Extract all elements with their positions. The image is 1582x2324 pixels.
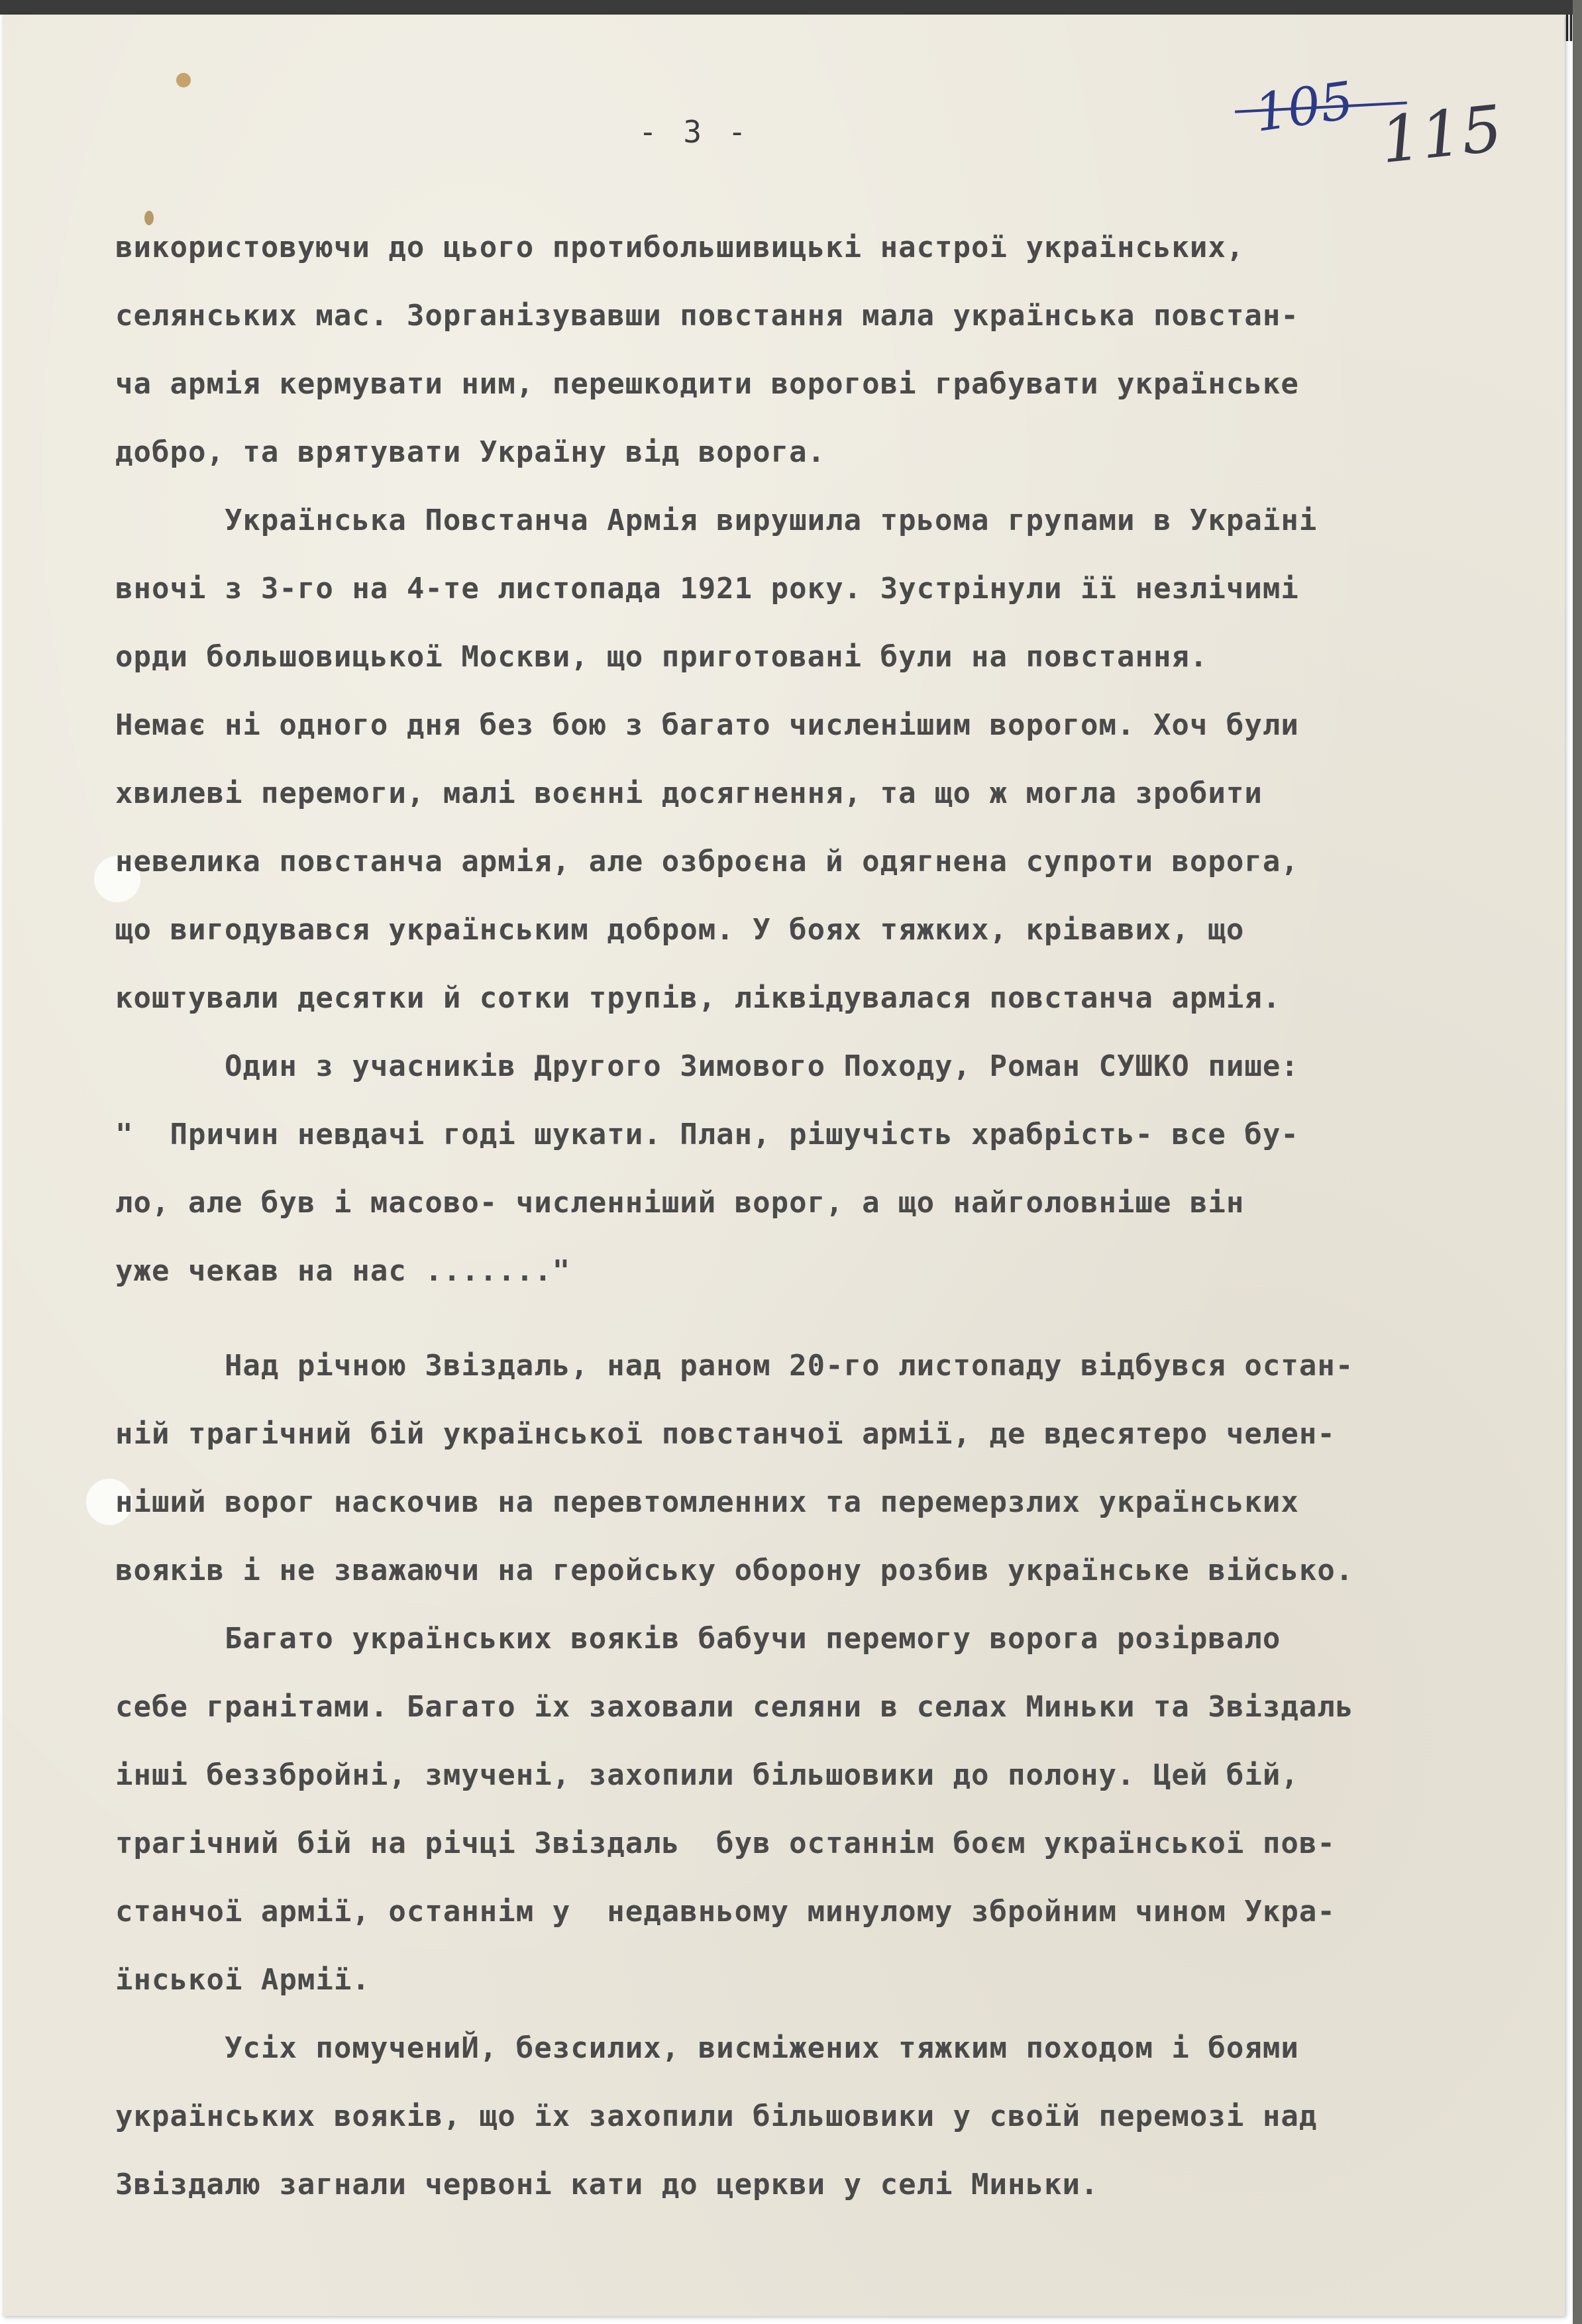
text-line: ній трагічний бій української повстанчої армії, де вдесятеро челен- bbox=[115, 1417, 1336, 1451]
text-line: що вигодувався українським добром. У боях тяжких, крівавих, що bbox=[115, 913, 1245, 947]
text-line: селянських мас. Зорганізувавши повстання мала українська повстан- bbox=[115, 299, 1299, 333]
text-line: невелика повстанча армія, але озброєна й одягнена супроти ворога, bbox=[115, 845, 1299, 878]
text-line: " Причин невдачі годі шукати. План, рішучість храбрість- все бу- bbox=[115, 1118, 1299, 1151]
text-line: інші беззбройні, змучені, захопили більшовики до полону. Цей бій, bbox=[115, 1758, 1299, 1792]
text-line: ніший ворог наскочив на перевтомленних та перемерзлих українських bbox=[115, 1485, 1299, 1519]
typewritten-body bbox=[115, 213, 1559, 2219]
scanner-top-bar bbox=[0, 0, 1582, 15]
text-line: Багато українських вояків бабучи перемогу ворога розірвало bbox=[115, 1622, 1281, 1656]
text-line: українських вояків, що їх захопили більшовики у своїй перемозі над bbox=[115, 2099, 1318, 2133]
document-sheet bbox=[3, 15, 1565, 2316]
text-line: Немає ні одного дня без бою з багато численішим ворогом. Хоч були bbox=[115, 708, 1299, 742]
paper-stain bbox=[176, 73, 191, 87]
text-line: вояків і не зважаючи на геройську оборону розбив українське військо. bbox=[115, 1554, 1354, 1587]
text-line: станчої армії, останнім у недавньому минулому збройним чином Укра- bbox=[115, 1895, 1336, 1928]
archive-number-current: 115 bbox=[1377, 91, 1506, 178]
text-line: себе гранітами. Багато їх заховали селяни в селах Миньки та Звіздаль bbox=[115, 1690, 1354, 1724]
text-line: Над річною Звіздаль, над раном 20-го листопаду відбувся остан- bbox=[115, 1349, 1354, 1383]
text-line: Один з учасників Другого Зимового Походу, Роман СУШКО пише: bbox=[115, 1049, 1299, 1083]
text-line: Звіздалю загнали червоні кати до церкви у селі Миньки. bbox=[115, 2168, 1099, 2201]
text-line: Усіх помучениЙ, безсилих, висміжених тяжким походом і боями bbox=[115, 2031, 1299, 2065]
text-line: ча армія кермувати ним, перешкодити ворогові грабувати українське bbox=[115, 367, 1299, 401]
archive-number-old: 105 bbox=[1251, 71, 1357, 144]
text-line: уже чекав на нас ......." bbox=[115, 1254, 571, 1288]
text-line: Українська Повстанча Армія вирушила трьома групами в Україні bbox=[115, 503, 1318, 537]
text-line: ло, але був і масово- численніший ворог, а що найголовніше він bbox=[115, 1186, 1245, 1220]
text-line: добро, та врятувати Україну від ворога. bbox=[115, 435, 826, 469]
text-line bbox=[115, 1305, 1559, 1332]
text-line: коштували десятки й сотки трупів, ліквідувалася повстанча армія. bbox=[115, 981, 1281, 1015]
text-line: їнської Армії. bbox=[115, 1963, 370, 1997]
page-number: - 3 - bbox=[639, 114, 751, 150]
text-line: використовуючи до цього протибольшивицькі настрої українських, bbox=[115, 231, 1245, 264]
text-line: трагічний бій на річці Звіздаль був останнім боєм української пов- bbox=[115, 1826, 1336, 1860]
text-line: орди большовицької Москви, що приготовані були на повстання. bbox=[115, 640, 1208, 674]
scanner-right-edge bbox=[1573, 0, 1582, 2324]
text-line: вночі з 3-го на 4-те листопада 1921 року. Зустрінули її незлічимі bbox=[115, 572, 1299, 606]
text-line: хвилеві перемоги, малі воєнні досягнення, та що ж могла зробити bbox=[115, 776, 1263, 810]
